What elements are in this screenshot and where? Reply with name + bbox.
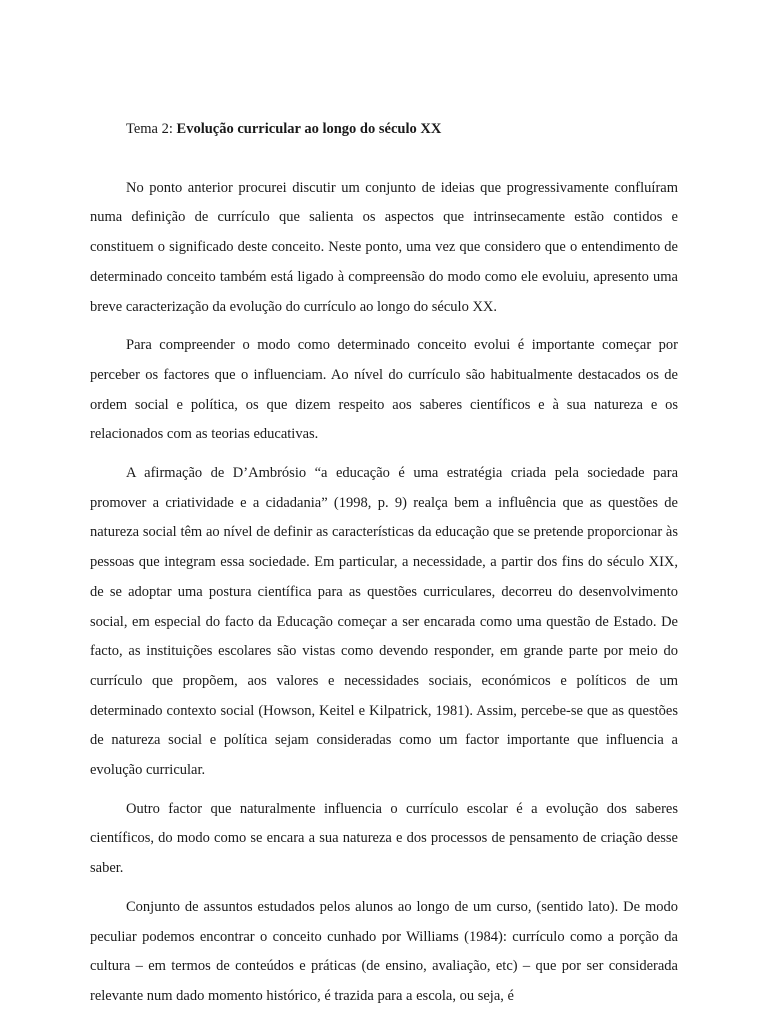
paragraph-1: No ponto anterior procurei discutir um conjunto de ideias que progressivamente confluíram numa definição de currículo que salienta os aspectos que intrinsecamente estão contidos e constituem o significado deste conceito. Neste ponto, uma vez que considero que o entendimento de determinado conceito também está ligado à compreensão do modo como ele evoluiu, apresento uma breve caracterização da evolução do currículo ao longo do século XX. bbox=[90, 179, 678, 315]
paragraph-5: Conjunto de assuntos estudados pelos alunos ao longo de um curso, (sentido lato). De modo peculiar podemos encontrar o conceito cunhado por Williams (1984): currículo como a porção da cultura – em termos de conteúdos e práticas (de ensino, avaliação, etc) – que por ser considerada relevante num dado momento histórico, é trazida para a escola, ou seja, é bbox=[90, 898, 678, 1004]
document-title bbox=[90, 115, 678, 145]
document-body bbox=[90, 115, 678, 1021]
title-main: Evolução curricular ao longo do século XX bbox=[176, 121, 442, 137]
paragraph-2: Para compreender o modo como determinado conceito evolui é importante começar por perceber os factores que o influenciam. Ao nível do currículo são habitualmente destacados os de ordem social e política, os que dizem respeito aos saberes científicos e à sua natureza e os relacionados com as teorias educativas. bbox=[90, 337, 678, 443]
paragraph-3: A afirmação de D’Ambrósio “a educação é uma estratégia criada pela sociedade para promover a criatividade e a cidadania” (1998, p. 9) realça bem a influência que as questões de natureza social têm ao nível de definir as características da educação que se pretende proporcionar às pessoas que integram essa sociedade. Em particular, a necessidade, a partir dos fins do século XIX, de se adoptar uma postura científica para as questões curriculares, decorreu do desenvolvimento social, em especial do facto da Educação começar a ser encarada como uma questão de Estado. De facto, as instituições escolares são vistas como devendo responder, em grande parte por meio do currículo que propõem, aos valores e necessidades sociais, económicos e políticos de um determinado contexto social (Howson, Keitel e Kilpatrick, 1981). Assim, percebe-se que as questões de natureza social e política sejam consideradas como um factor importante que influencia a evolução curricular. bbox=[90, 465, 678, 779]
title-prefix: Tema 2: bbox=[126, 121, 173, 137]
paragraph-4: Outro factor que naturalmente influencia o currículo escolar é a evolução dos saberes científicos, do modo como se encara a sua natureza e dos processos de pensamento de criação desse saber. bbox=[90, 800, 678, 877]
